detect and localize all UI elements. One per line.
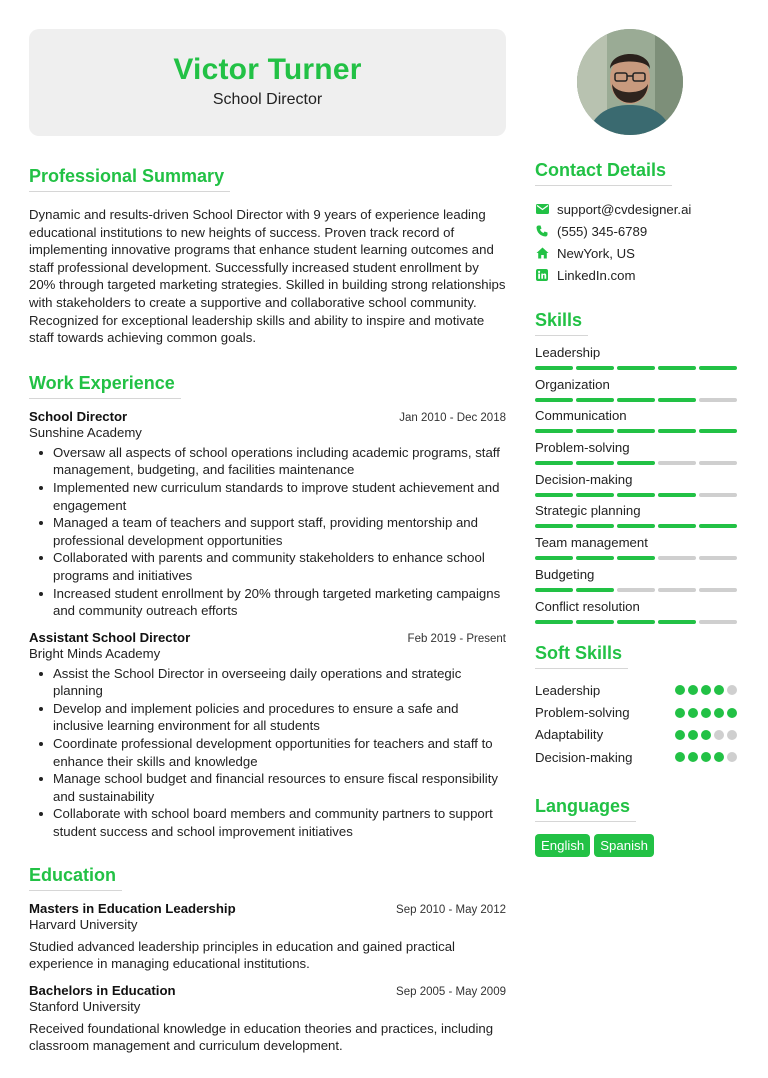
job-entry — [29, 630, 506, 841]
skill-bar-segment — [699, 493, 737, 497]
skill-bar-segment — [535, 556, 573, 560]
contact-phone-text: (555) 345-6789 — [557, 223, 648, 239]
skill-bar-segment — [699, 524, 737, 528]
skill-level-bar — [535, 429, 738, 433]
linkedin-icon — [535, 268, 549, 282]
skill-bar-segment — [576, 493, 614, 497]
soft-skills-list — [535, 679, 738, 768]
skill-name: Communication — [535, 408, 627, 424]
skill-level-bar — [535, 493, 738, 497]
rating-dot — [714, 752, 724, 762]
skill-bar-segment — [658, 620, 696, 624]
education-description: Studied advanced leadership principles in education and gained practical experience in managing educational institutions. — [29, 938, 455, 972]
language-badge: Spanish — [594, 834, 654, 857]
skill-bar-segment — [576, 461, 614, 465]
skill-bar-segment — [576, 398, 614, 402]
contact-email-text: support@cvdesigner.ai — [557, 201, 692, 217]
soft-skill-name: Adaptability — [535, 727, 604, 743]
phone-icon — [535, 224, 549, 238]
skill-bar-segment — [658, 461, 696, 465]
rating-dot — [714, 685, 724, 695]
skill-bar-segment — [617, 461, 655, 465]
contact-location — [535, 242, 738, 264]
rating-dot — [714, 730, 724, 740]
skill-bar-segment — [699, 588, 737, 592]
skill-bar-segment — [699, 366, 737, 370]
skill-bar-segment — [699, 620, 737, 624]
skill-name: Conflict resolution — [535, 598, 640, 614]
summary-heading: Professional Summary — [29, 166, 230, 192]
soft-skill-name: Problem-solving — [535, 705, 630, 721]
rating-dot — [714, 708, 724, 718]
skill-bar-segment — [617, 524, 655, 528]
rating-dot — [701, 752, 711, 762]
job-title: School Director — [29, 408, 128, 424]
rating-dot — [701, 708, 711, 718]
degree-title: Bachelors in Education — [29, 982, 176, 998]
soft-skills-heading: Soft Skills — [535, 643, 628, 669]
contact-phone[interactable] — [535, 220, 738, 242]
list-item: Oversaw all aspects of school operations including academic programs, staff management, budgeting, and facilities maintenance — [29, 444, 506, 479]
soft-skill-item — [535, 746, 738, 768]
skill-bar-segment — [658, 493, 696, 497]
skill-bar-segment — [617, 398, 655, 402]
contact-linkedin-text: LinkedIn.com — [557, 267, 636, 283]
skill-item — [535, 344, 738, 376]
skill-bar-segment — [535, 524, 573, 528]
skill-level-bar — [535, 524, 738, 528]
languages-heading: Languages — [535, 796, 636, 822]
list-item: Managed a team of teachers and support staff, providing mentorship and professional development opportunities — [29, 514, 506, 549]
skill-level-bar — [535, 620, 738, 624]
rating-dot — [701, 685, 711, 695]
contact-location-text: NewYork, US — [557, 245, 635, 261]
skill-bar-segment — [576, 556, 614, 560]
list-item: Implemented new curriculum standards to improve student achievement and engagement — [29, 479, 506, 514]
rating-dot — [688, 730, 698, 740]
education-heading: Education — [29, 865, 122, 891]
skill-bar-segment — [617, 620, 655, 624]
rating-dot — [688, 708, 698, 718]
soft-skill-name: Leadership — [535, 682, 601, 698]
work-heading: Work Experience — [29, 373, 181, 399]
soft-skill-item — [535, 679, 738, 701]
list-item: Manage school budget and financial resources to ensure fiscal responsibility and sustainability — [29, 770, 506, 805]
skill-bar-segment — [535, 461, 573, 465]
skill-bar-segment — [617, 429, 655, 433]
soft-skill-item — [535, 701, 738, 723]
skill-item — [535, 566, 738, 598]
rating-dot — [727, 730, 737, 740]
rating-dot — [701, 730, 711, 740]
skill-bar-segment — [658, 398, 696, 402]
education-description: Received foundational knowledge in education theories and practices, including classroom management and curriculum development. — [29, 1020, 494, 1054]
skill-item — [535, 376, 738, 408]
skill-item — [535, 502, 738, 534]
skill-item — [535, 598, 738, 630]
skills-heading: Skills — [535, 310, 588, 336]
skill-bar-segment — [535, 398, 573, 402]
list-item: Collaborated with parents and community stakeholders to enhance school programs and initiatives — [29, 549, 506, 584]
rating-dot — [727, 752, 737, 762]
candidate-name: Victor Turner — [173, 53, 362, 86]
rating-dot — [688, 685, 698, 695]
skill-bar-segment — [617, 556, 655, 560]
skill-bar-segment — [535, 366, 573, 370]
list-item: Coordinate professional development opportunities for teachers and staff to enhance their skills and knowledge — [29, 735, 506, 770]
candidate-title: School Director — [212, 91, 323, 108]
skill-level-bar — [535, 398, 738, 402]
soft-skill-rating — [675, 685, 737, 695]
contact-linkedin[interactable] — [535, 264, 738, 286]
languages-list — [535, 834, 738, 857]
profile-photo — [577, 29, 683, 135]
rating-dot — [727, 708, 737, 718]
skill-bar-segment — [576, 366, 614, 370]
job-date: Feb 2019 - Present — [407, 632, 506, 645]
skill-name: Strategic planning — [535, 503, 641, 519]
education-entry — [29, 901, 506, 973]
skill-bar-segment — [699, 398, 737, 402]
job-date: Jan 2010 - Dec 2018 — [399, 411, 506, 424]
skill-name: Organization — [535, 376, 610, 392]
skill-name: Decision-making — [535, 471, 633, 487]
skill-name: Problem-solving — [535, 440, 630, 456]
skill-item — [535, 471, 738, 503]
skill-bar-segment — [617, 493, 655, 497]
skill-level-bar — [535, 588, 738, 592]
email-icon — [535, 202, 549, 216]
skill-item — [535, 534, 738, 566]
language-badge: English — [535, 834, 590, 857]
list-item: Collaborate with school board members and community partners to support student success and school improvement initiatives — [29, 805, 506, 840]
left-column — [29, 166, 506, 1055]
school-name: Harvard University — [29, 916, 138, 932]
home-icon — [535, 246, 549, 260]
job-organization: Bright Minds Academy — [29, 645, 161, 661]
skills-list — [535, 344, 738, 629]
skill-bar-segment — [658, 556, 696, 560]
job-entry — [29, 409, 506, 620]
skill-item — [535, 439, 738, 471]
education-entry — [29, 983, 506, 1055]
list-item: Increased student enrollment by 20% through targeted marketing campaigns and community outreach efforts — [29, 585, 506, 620]
list-item: Assist the School Director in overseeing daily operations and strategic planning — [29, 665, 506, 700]
job-bullets — [29, 665, 506, 841]
rating-dot — [675, 752, 685, 762]
skill-bar-segment — [535, 493, 573, 497]
soft-skill-item — [535, 724, 738, 746]
job-organization: Sunshine Academy — [29, 424, 142, 440]
job-title: Assistant School Director — [29, 629, 191, 645]
rating-dot — [675, 708, 685, 718]
skill-bar-segment — [617, 588, 655, 592]
skill-bar-segment — [576, 429, 614, 433]
skill-name: Team management — [535, 535, 648, 551]
skill-bar-segment — [658, 524, 696, 528]
skill-item — [535, 407, 738, 439]
soft-skill-rating — [675, 730, 737, 740]
skill-bar-segment — [699, 429, 737, 433]
header-box — [29, 29, 506, 136]
rating-dot — [688, 752, 698, 762]
summary-text: Dynamic and results-driven School Director with 9 years of experience leading educational institutions to new heights of success. Proven track record of implementing innovative programs that enhance student learning outcomes and staff professional development. Successfully increased student enrollment by 20% through targeted marketing strategies. Skilled in building strong relationships with stakeholders to create a supportive and collaborative school community. Recognized for exceptional leadership skills and ability to inspire and motivate staff towards achieving common goals. — [29, 207, 506, 346]
rating-dot — [675, 685, 685, 695]
skill-bar-segment — [699, 556, 737, 560]
rating-dot — [727, 685, 737, 695]
skill-bar-segment — [576, 588, 614, 592]
skill-bar-segment — [535, 588, 573, 592]
skill-level-bar — [535, 366, 738, 370]
skill-bar-segment — [535, 429, 573, 433]
school-name: Stanford University — [29, 998, 141, 1014]
education-date: Sep 2010 - May 2012 — [396, 903, 506, 916]
skill-bar-segment — [699, 461, 737, 465]
contact-email[interactable] — [535, 198, 738, 220]
soft-skill-name: Decision-making — [535, 749, 633, 765]
rating-dot — [675, 730, 685, 740]
skill-bar-segment — [535, 620, 573, 624]
right-column — [535, 160, 738, 857]
skill-bar-segment — [617, 366, 655, 370]
list-item: Develop and implement policies and procedures to ensure a safe and inclusive learning environment for all students — [29, 700, 506, 735]
soft-skill-rating — [675, 708, 737, 718]
contact-heading: Contact Details — [535, 160, 672, 186]
skill-bar-segment — [576, 524, 614, 528]
skill-level-bar — [535, 556, 738, 560]
skill-name: Leadership — [535, 345, 601, 360]
skill-bar-segment — [658, 366, 696, 370]
job-bullets — [29, 444, 506, 620]
skill-bar-segment — [658, 588, 696, 592]
education-date: Sep 2005 - May 2009 — [396, 985, 506, 998]
skill-bar-segment — [576, 620, 614, 624]
skill-name: Budgeting — [535, 566, 595, 582]
degree-title: Masters in Education Leadership — [29, 900, 236, 916]
soft-skill-rating — [675, 752, 737, 762]
skill-level-bar — [535, 461, 738, 465]
skill-bar-segment — [658, 429, 696, 433]
